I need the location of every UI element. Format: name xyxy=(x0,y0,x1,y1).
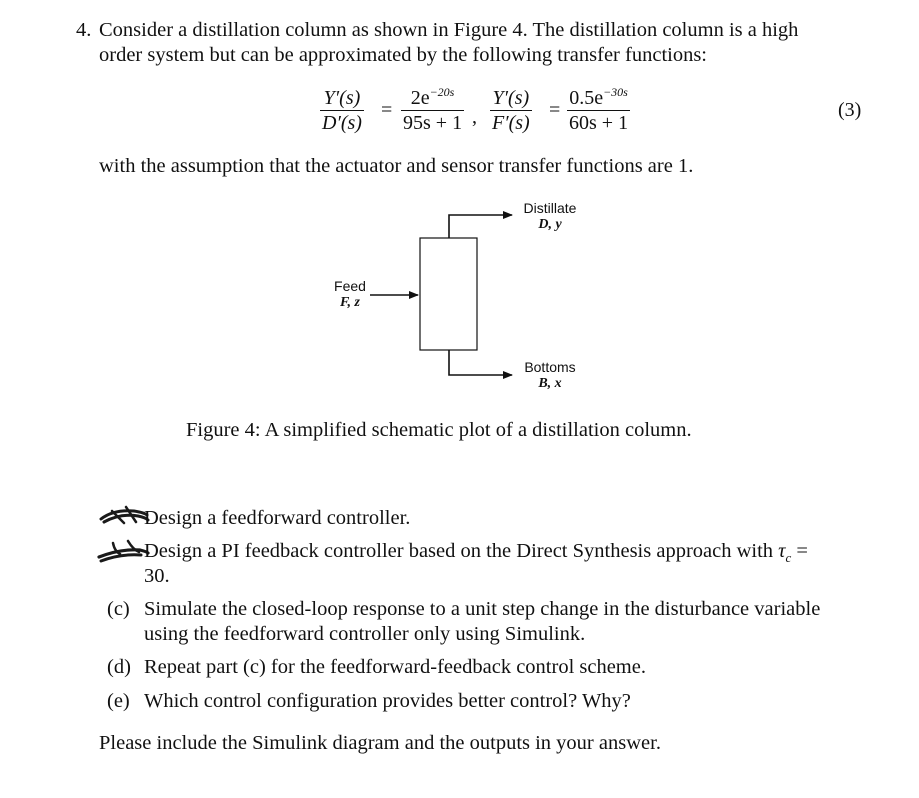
tf2-rhs-numerator: $0.5e^{-30s}$ xyxy=(569,85,628,109)
assumption-text: with the assumption that the actuator and sensor transfer functions are 1. xyxy=(99,155,694,177)
tf1-lhs-numerator: Y′(s) xyxy=(323,87,361,109)
bottoms-label: Bottoms xyxy=(524,359,576,375)
part-e-label: (e) xyxy=(107,690,130,712)
tf2-lhs-numerator: Y′(s) xyxy=(492,87,530,109)
part-d-text: Repeat part (c) for the feedforward-feedback control scheme. xyxy=(144,656,646,678)
figure-caption: Figure 4: A simplified schematic plot of a distillation column. xyxy=(186,419,692,441)
equation-number: (3) xyxy=(838,99,862,121)
part-b-text-line-2: 30. xyxy=(144,565,170,587)
part-c-text-line-2: using the feedforward controller only using Simulink. xyxy=(144,623,586,645)
bottoms-stream-arrow xyxy=(449,350,512,375)
distillate-variables: D, y xyxy=(538,217,562,232)
closing-instruction: Please include the Simulink diagram and the outputs in your answer. xyxy=(99,732,661,754)
tf2-equals-sign: = xyxy=(549,99,561,121)
distillate-label: Distillate xyxy=(523,200,577,216)
part-b-text-line-1: Design a PI feedback controller based on the Direct Synthesis approach with $\tau_c$ = xyxy=(144,540,808,566)
tf1-rhs-numerator: $2e^{-20s}$ xyxy=(410,85,455,109)
column-body xyxy=(420,238,477,350)
feed-variables: F, z xyxy=(340,295,360,310)
tf1-rhs-denominator: 95s + 1 xyxy=(403,112,463,134)
distillate-stream-arrow xyxy=(449,215,512,238)
tf1-lhs-denominator: D′(s) xyxy=(322,112,362,134)
problem-intro-line-2: order system but can be approximated by the following transfer functions: xyxy=(99,44,708,66)
equation-comma: , xyxy=(472,106,477,128)
tf1-equals-sign: = xyxy=(381,99,393,121)
feed-label: Feed xyxy=(334,278,366,294)
part-a-text: Design a feedforward controller. xyxy=(144,507,411,529)
part-c-label: (c) xyxy=(107,598,130,620)
part-c-text-line-1: Simulate the closed-loop response to a unit step change in the disturbance variable xyxy=(144,598,821,620)
problem-intro-line-1: Consider a distillation column as shown in Figure 4. The distillation column is a high xyxy=(99,19,799,41)
problem-number: 4. xyxy=(76,19,92,41)
part-d-label: (d) xyxy=(107,656,131,678)
bottoms-variables: B, x xyxy=(538,376,562,391)
part-e-text: Which control configuration provides better control? Why? xyxy=(144,690,631,712)
tf2-lhs-denominator: F′(s) xyxy=(492,112,530,134)
tf2-rhs-denominator: 60s + 1 xyxy=(569,112,629,134)
